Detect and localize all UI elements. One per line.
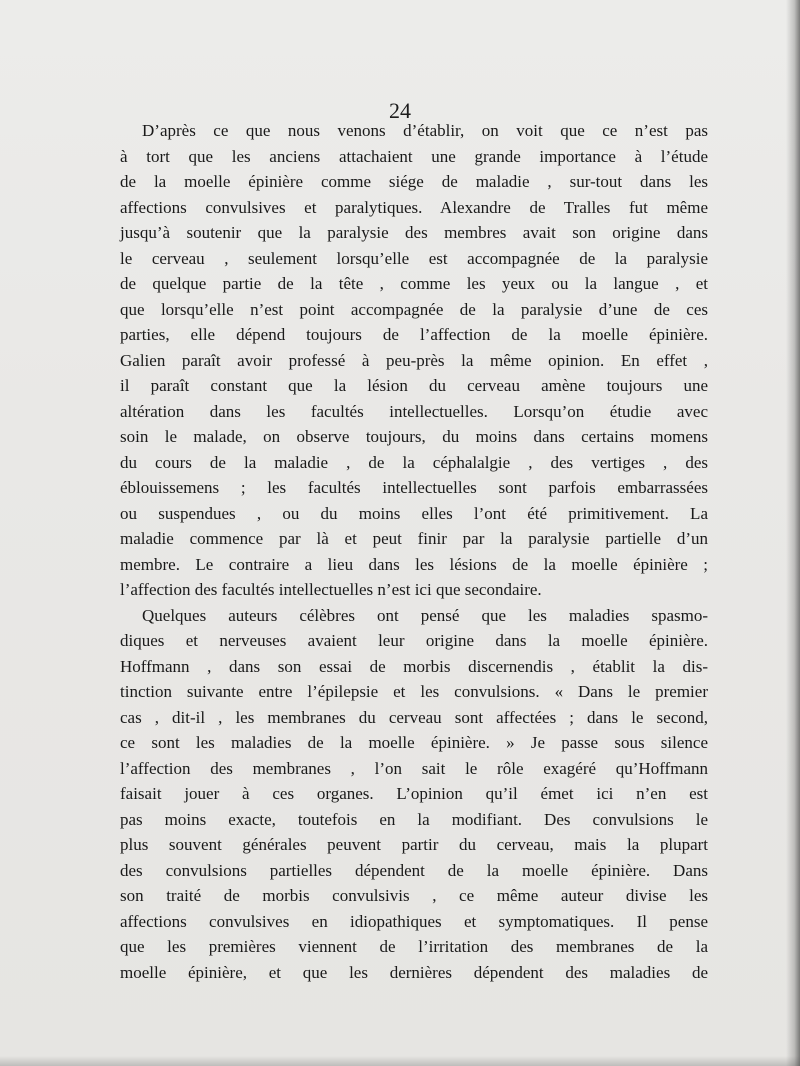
text-line: que les premières viennent de l’irritation des membranes de la <box>120 937 708 956</box>
text-line: que lorsqu’elle n’est point accompagnée de la paralysie d’une de ces <box>120 299 708 319</box>
text-line: affections convulsives en idiopathiques et symptomatiques. Il pense <box>120 911 708 931</box>
text-line: l’affection des membranes , l’on sait le rôle exagéré qu’Hoffmann <box>120 758 708 778</box>
text-line: de quelque partie de la tête , comme les yeux ou la langue , et <box>120 274 708 293</box>
text-line: il paraît constant que la lésion du cerveau amène toujours une <box>120 376 708 395</box>
text-line: de la moelle épinière comme siége de maladie , sur-tout dans les <box>120 172 708 191</box>
body-text <box>120 118 708 985</box>
text-line: D’après ce que nous venons d’établir, on voit que ce n’est pas <box>142 121 708 140</box>
text-line: Quelques auteurs célèbres ont pensé que les maladies spasmo- <box>142 605 708 625</box>
text-line: Hoffmann , dans son essai de morbis discernendis , établit la dis- <box>120 656 708 676</box>
text-line: le cerveau , seulement lorsqu’elle est accompagnée de la paralysie <box>120 248 708 268</box>
page-number: 24 <box>389 98 411 123</box>
text-line: du cours de la maladie , de la céphalalgie , des vertiges , des <box>120 452 708 472</box>
text-line: éblouissemens ; les facultés intellectuelles sont parfois embarrassées <box>120 478 708 497</box>
text-line: diques et nerveuses avaient leur origine dans la moelle épinière. <box>120 631 708 650</box>
text-line: pas moins exacte, toutefois en la modifiant. Des convulsions le <box>120 809 708 829</box>
text-line: ce sont les maladies de la moelle épinière. » Je passe sous silence <box>120 733 708 752</box>
text-line: membre. Le contraire a lieu dans les lésions de la moelle épinière ; <box>120 554 708 574</box>
text-line: altération dans les facultés intellectuelles. Lorsqu’on étudie avec <box>120 401 708 421</box>
text-line: affections convulsives et paralytiques. Alexandre de Tralles fut même <box>120 197 708 217</box>
text-line: l’affection des facultés intellectuelles n’est ici que secondaire. <box>120 580 542 599</box>
text-line: jusqu’à soutenir que la paralysie des membres avait son origine dans <box>120 223 708 242</box>
text-line: tinction suivante entre l’épilepsie et les convulsions. « Dans le premier <box>120 682 708 701</box>
text-line: Galien paraît avoir professé à peu-près la même opinion. En effet , <box>120 350 708 370</box>
text-line: maladie commence par là et peut finir par la paralysie partielle d’un <box>120 529 708 548</box>
text-line: plus souvent générales peuvent partir du cerveau, mais la plupart <box>120 835 708 854</box>
text-line: son traité de morbis convulsivis , ce même auteur divise les <box>120 886 708 905</box>
text-line: soin le malade, on observe toujours, du moins dans certains momens <box>120 427 708 446</box>
text-line: à tort que les anciens attachaient une grande importance à l’étude <box>120 146 708 166</box>
text-line: ou suspendues , ou du moins elles l’ont été primitivement. La <box>120 503 708 523</box>
text-line: moelle épinière, et que les dernières dépendent des maladies de <box>120 962 708 982</box>
text-line: parties, elle dépend toujours de l’affection de la moelle épinière. <box>120 325 708 344</box>
page-bottom-shadow <box>0 1056 800 1066</box>
text-line: cas , dit-il , les membranes du cerveau sont affectées ; dans le second, <box>120 707 708 727</box>
text-line: faisait jouer à ces organes. L’opinion qu’il émet ici n’en est <box>120 784 708 803</box>
text-line: des convulsions partielles dépendent de la moelle épinière. Dans <box>120 860 708 880</box>
page-edge-shadow <box>786 0 800 1066</box>
